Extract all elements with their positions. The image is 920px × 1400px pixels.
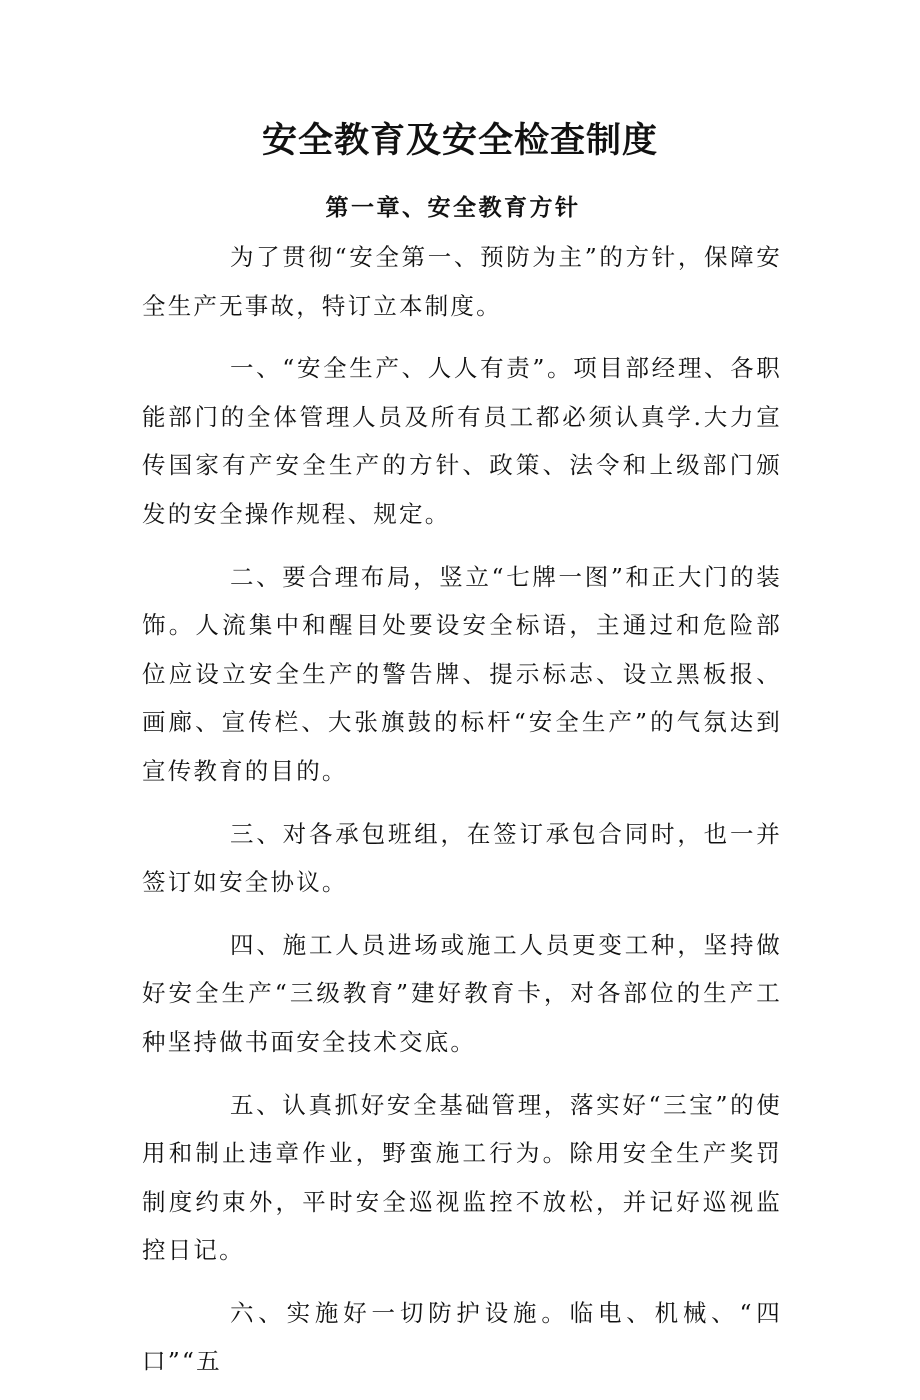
chapter-heading: 第一章、安全教育方针	[325, 194, 581, 221]
document-title: 安全教育及安全检查制度	[261, 121, 658, 161]
paragraph-item-3: 三、对各承包班组，在签订承包合同时，也一并签订如安全协议。	[142, 819, 782, 897]
paragraph-item-1: 一、“安全生产、人人有责”。项目部经理、各职能部门的全体管理人员及所有员工都必须认真学.大力宣传国家有产安全生产的方针、政策、法令和上级部门颁发的安全操作规程、规定。	[142, 354, 782, 528]
paragraph-item-4: 四、施工人员进场或施工人员更变工种，坚持做好安全生产“三级教育”建好教育卡，对各部位的生产工种坚持做书面安全技术交底。	[142, 930, 782, 1056]
document-body	[142, 233, 782, 1400]
paragraph-item-2: 二、要合理布局，竖立“七牌一图”和正大门的装饰。人流集中和醒目处要设安全标语，主通过和危险部位应设立安全生产的警告牌、提示标志、设立黑板报、画廊、宣传栏、大张旗鼓的标杆“安全生产”的气氛达到宣传教育的目的。	[142, 562, 782, 785]
paragraph-item-5: 五、认真抓好安全基础管理，落实好“三宝”的使用和制止违章作业，野蛮施工行为。除用安全生产奖罚制度约束外，平时安全巡视监控不放松，并记好巡视监控日记。	[142, 1090, 782, 1265]
paragraph-intro: 为了贯彻“安全第一、预防为主”的方针，保障安全生产无事故，特订立本制度。	[142, 243, 782, 320]
paragraph-item-6: 六、实施好一切防护设施。临电、机械、“四口”“五	[142, 1298, 782, 1376]
